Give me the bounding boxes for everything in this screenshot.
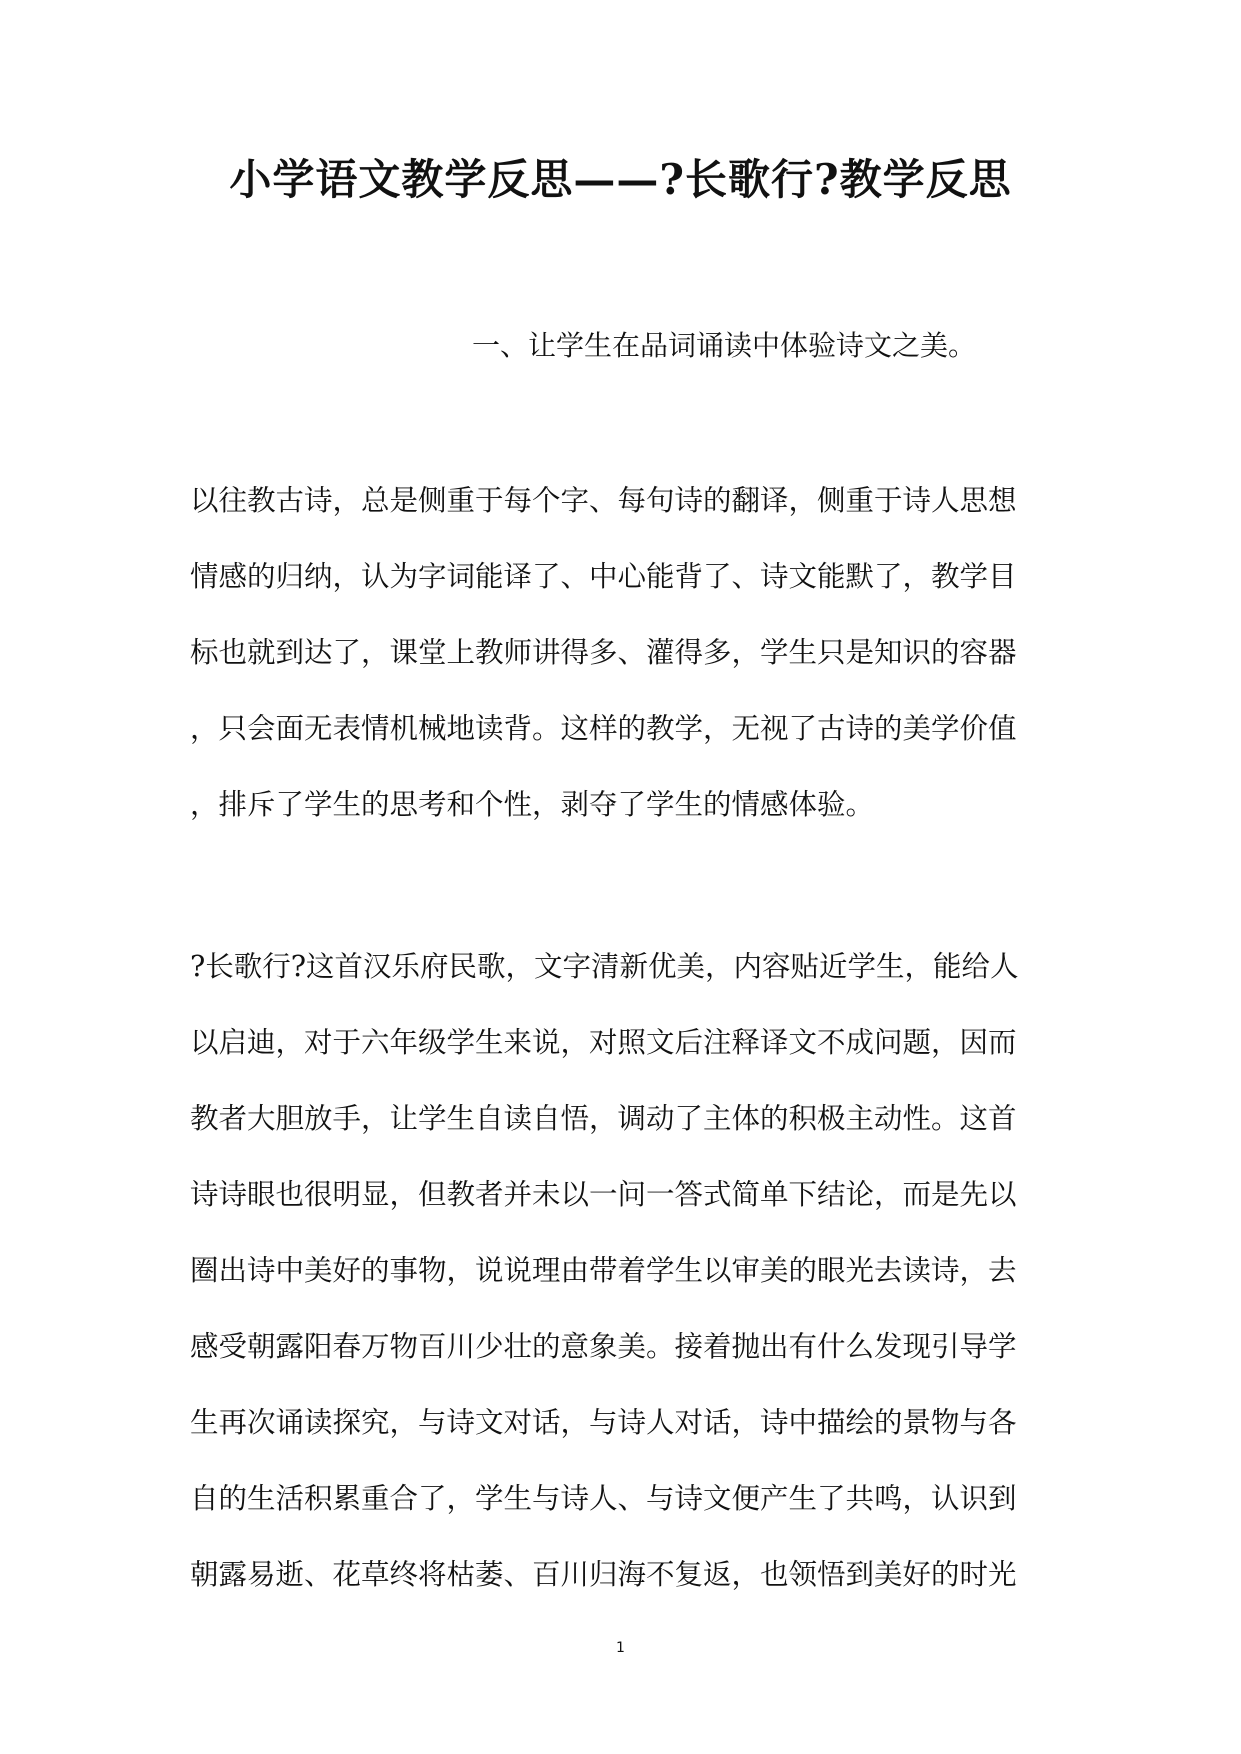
paragraph-line: 教者大胆放手，让学生自读自悟，调动了主体的积极主动性。这首	[190, 1102, 1017, 1135]
page-number: 1	[616, 1640, 625, 1656]
paragraph-line: 以往教古诗，总是侧重于每个字、每句诗的翻译，侧重于诗人思想	[190, 484, 1017, 517]
paragraph-line: 以启迪，对于六年级学生来说，对照文后注释译文不成问题，因而	[190, 1026, 1017, 1059]
paragraph-line: 朝露易逝、花草终将枯萎、百川归海不复返，也领悟到美好的时光	[190, 1558, 1017, 1591]
paragraph-line: 情感的归纳，认为字词能译了、中心能背了、诗文能默了，教学目	[190, 560, 1017, 593]
paragraph-1	[190, 463, 1050, 843]
paragraph-line: ，排斥了学生的思考和个性，剥夺了学生的情感体验。	[190, 788, 875, 821]
document-title: 小学语文教学反思——?长歌行?教学反思	[229, 155, 1012, 204]
paragraph-line: 诗诗眼也很明显，但教者并未以一问一答式简单下结论，而是先以	[190, 1178, 1017, 1211]
paragraph-line: 自的生活积累重合了，学生与诗人、与诗文便产生了共鸣，认识到	[190, 1482, 1017, 1515]
paragraph-2	[190, 929, 1050, 1613]
paragraph-line: ，只会面无表情机械地读背。这样的教学，无视了古诗的美学价值	[190, 712, 1017, 745]
paragraph-line: 圈出诗中美好的事物，说说理由带着学生以审美的眼光去读诗，去	[190, 1254, 1017, 1287]
paragraph-line: ?长歌行?这首汉乐府民歌，文字清新优美，内容贴近学生，能给人	[190, 950, 1019, 983]
section-heading: 一、让学生在品词诵读中体验诗文之美。	[472, 329, 977, 362]
paragraph-line: 标也就到达了，课堂上教师讲得多、灌得多，学生只是知识的容器	[190, 636, 1017, 669]
paragraph-line: 生再次诵读探究，与诗文对话，与诗人对话，诗中描绘的景物与各	[190, 1406, 1017, 1439]
paragraph-line: 感受朝露阳春万物百川少壮的意象美。接着抛出有什么发现引导学	[190, 1330, 1017, 1363]
